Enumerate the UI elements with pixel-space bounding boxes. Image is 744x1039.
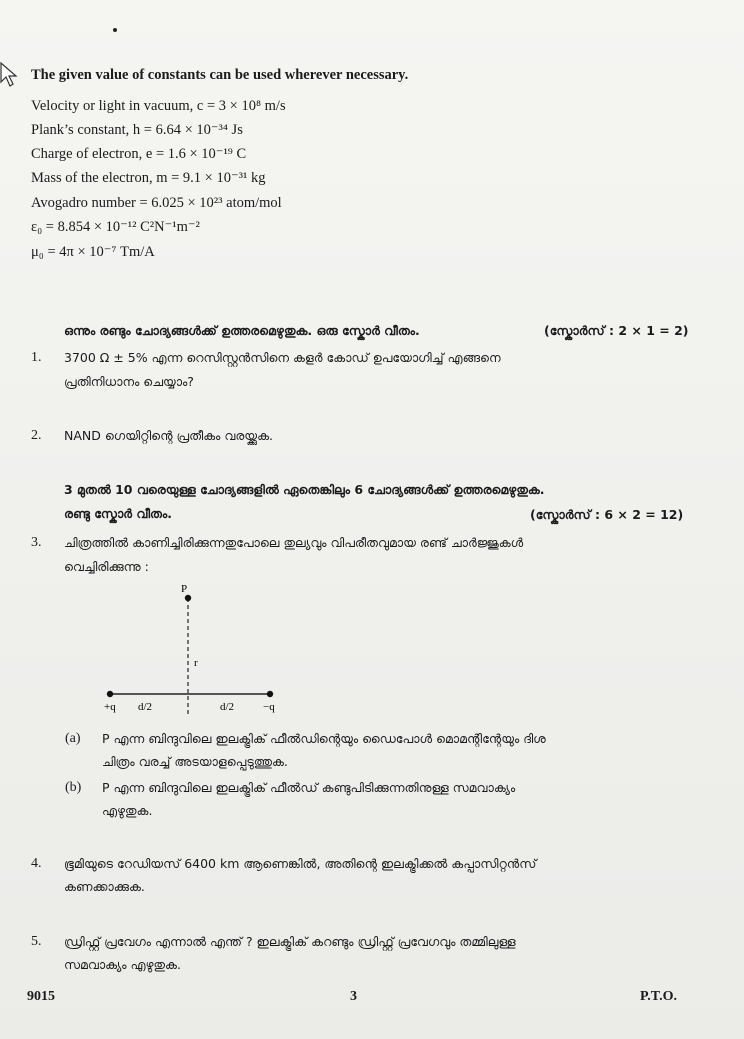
q1-number: 1. (31, 350, 42, 365)
figure-point-p: P (181, 583, 188, 595)
section1-instruction: ഒന്നും രണ്ടും ചോദ്യങ്ങൾക്ക് ഉത്തരമെഴുതുക. ഒരു സ്കോർ വീതം. (64, 323, 420, 338)
figure-charge-positive: +q (104, 701, 116, 713)
section2-marks: (സ്കോർസ് : 6 × 2 = 12) (530, 507, 684, 522)
q3-number: 3. (31, 535, 42, 550)
section2-instruction-line2: രണ്ടു സ്കോർ വീതം. (64, 506, 172, 521)
q4-line1: ഭൂമിയുടെ റേഡിയസ് 6400 km ആണെങ്കിൽ, അതിന്റെ ഇലക്ട്രിക്കൽ കപ്പാസിറ്റൻസ് (64, 856, 537, 871)
footer-paper-code: 9015 (27, 989, 55, 1004)
q5-line1: ഡ്രിഫ്റ്റ് പ്രവേഗം എന്നാൽ എന്ത് ? ഇലക്ട്രിക് കറണ്ടും ഡ്രിഫ്റ്റ് പ്രവേഗവും തമ്മിലുള്ള (64, 934, 516, 949)
q4-line2: കണക്കാക്കുക. (64, 879, 145, 894)
section2-instruction-line1: 3 മുതൽ 10 വരെയുള്ള ചോദ്യങ്ങളിൽ ഏതെങ്കിലും 6 ചോദ്യങ്ങൾക്ക് ഉത്തരമെഴുതുക. (64, 482, 545, 497)
constant-planck: Plank’s constant, h = 6.64 × 10⁻³⁴ Js (31, 122, 243, 138)
section1-marks: (സ്കോർസ് : 2 × 1 = 2) (544, 323, 689, 338)
q5-number: 5. (31, 934, 42, 949)
mouse-cursor-icon (0, 62, 18, 88)
q1-line2: പ്രതിനിധാനം ചെയ്യാം? (64, 374, 194, 389)
footer-page-number: 3 (350, 989, 357, 1004)
constant-electron-charge: Charge of electron, e = 1.6 × 10⁻¹⁹ C (31, 146, 247, 162)
constant-speed-of-light: Velocity or light in vacuum, c = 3 × 10⁸ m/s (31, 98, 286, 114)
q3b-line2: എഴുതുക. (102, 803, 153, 818)
footer-pto: P.T.O. (640, 989, 677, 1004)
q2-text: NAND ഗെയിറ്റിന്റെ പ്രതീകം വരയ്ക്കുക. (64, 428, 273, 443)
q3-line2: വെച്ചിരിക്കുന്നു : (64, 559, 149, 574)
q4-number: 4. (31, 856, 42, 871)
q3a-label: (a) (65, 731, 81, 746)
q2-number: 2. (31, 428, 42, 443)
q3b-line1: P എന്ന ബിന്ദുവിലെ ഇലക്ട്രിക് ഫീൽഡ് കണ്ടുപിടിക്കുന്നതിനുള്ള സമവാക്യം (102, 780, 516, 795)
constants-heading: The given value of constants can be used wherever necessary. (31, 67, 409, 83)
figure-charge-negative: −q (263, 701, 275, 713)
q3a-line1: P എന്ന ബിന്ദുവിലെ ഇലക്ട്രിക് ഫീൽഡിന്റെയും ഡൈപോൾ മൊമന്റിന്റേയും ദിശ (102, 731, 546, 746)
q5-line2: സമവാക്യം എഴുതുക. (64, 957, 181, 972)
q3-line1: ചിത്രത്തിൽ കാണിച്ചിരിക്കുന്നതുപോലെ തുല്യവും വിപരീതവുമായ രണ്ട് ചാർജ്ജുകൾ (64, 535, 524, 550)
constant-mu0: μ₀ = 4π × 10⁻⁷ Tm/A (31, 244, 155, 260)
q1-line1: 3700 Ω ± 5% എന്ന റെസിസ്റ്റൻസിനെ കളർ കോഡ് ഉപയോഗിച്ച് എങ്ങനെ (64, 350, 501, 365)
figure-half-right: d/2 (220, 701, 235, 713)
dipole-figure (100, 576, 300, 720)
constant-epsilon0: ε₀ = 8.854 × 10⁻¹² C²N⁻¹m⁻² (31, 219, 200, 235)
scan-dot (113, 28, 117, 32)
figure-half-left: d/2 (138, 701, 153, 713)
q3a-line2: ചിത്രം വരച്ച് അടയാളപ്പെടുത്തുക. (102, 754, 288, 769)
q3b-label: (b) (65, 780, 82, 795)
constant-avogadro: Avogadro number = 6.025 × 10²³ atom/mol (31, 195, 282, 211)
figure-distance-r: r (194, 657, 198, 669)
constant-electron-mass: Mass of the electron, m = 9.1 × 10⁻³¹ kg (31, 170, 266, 186)
